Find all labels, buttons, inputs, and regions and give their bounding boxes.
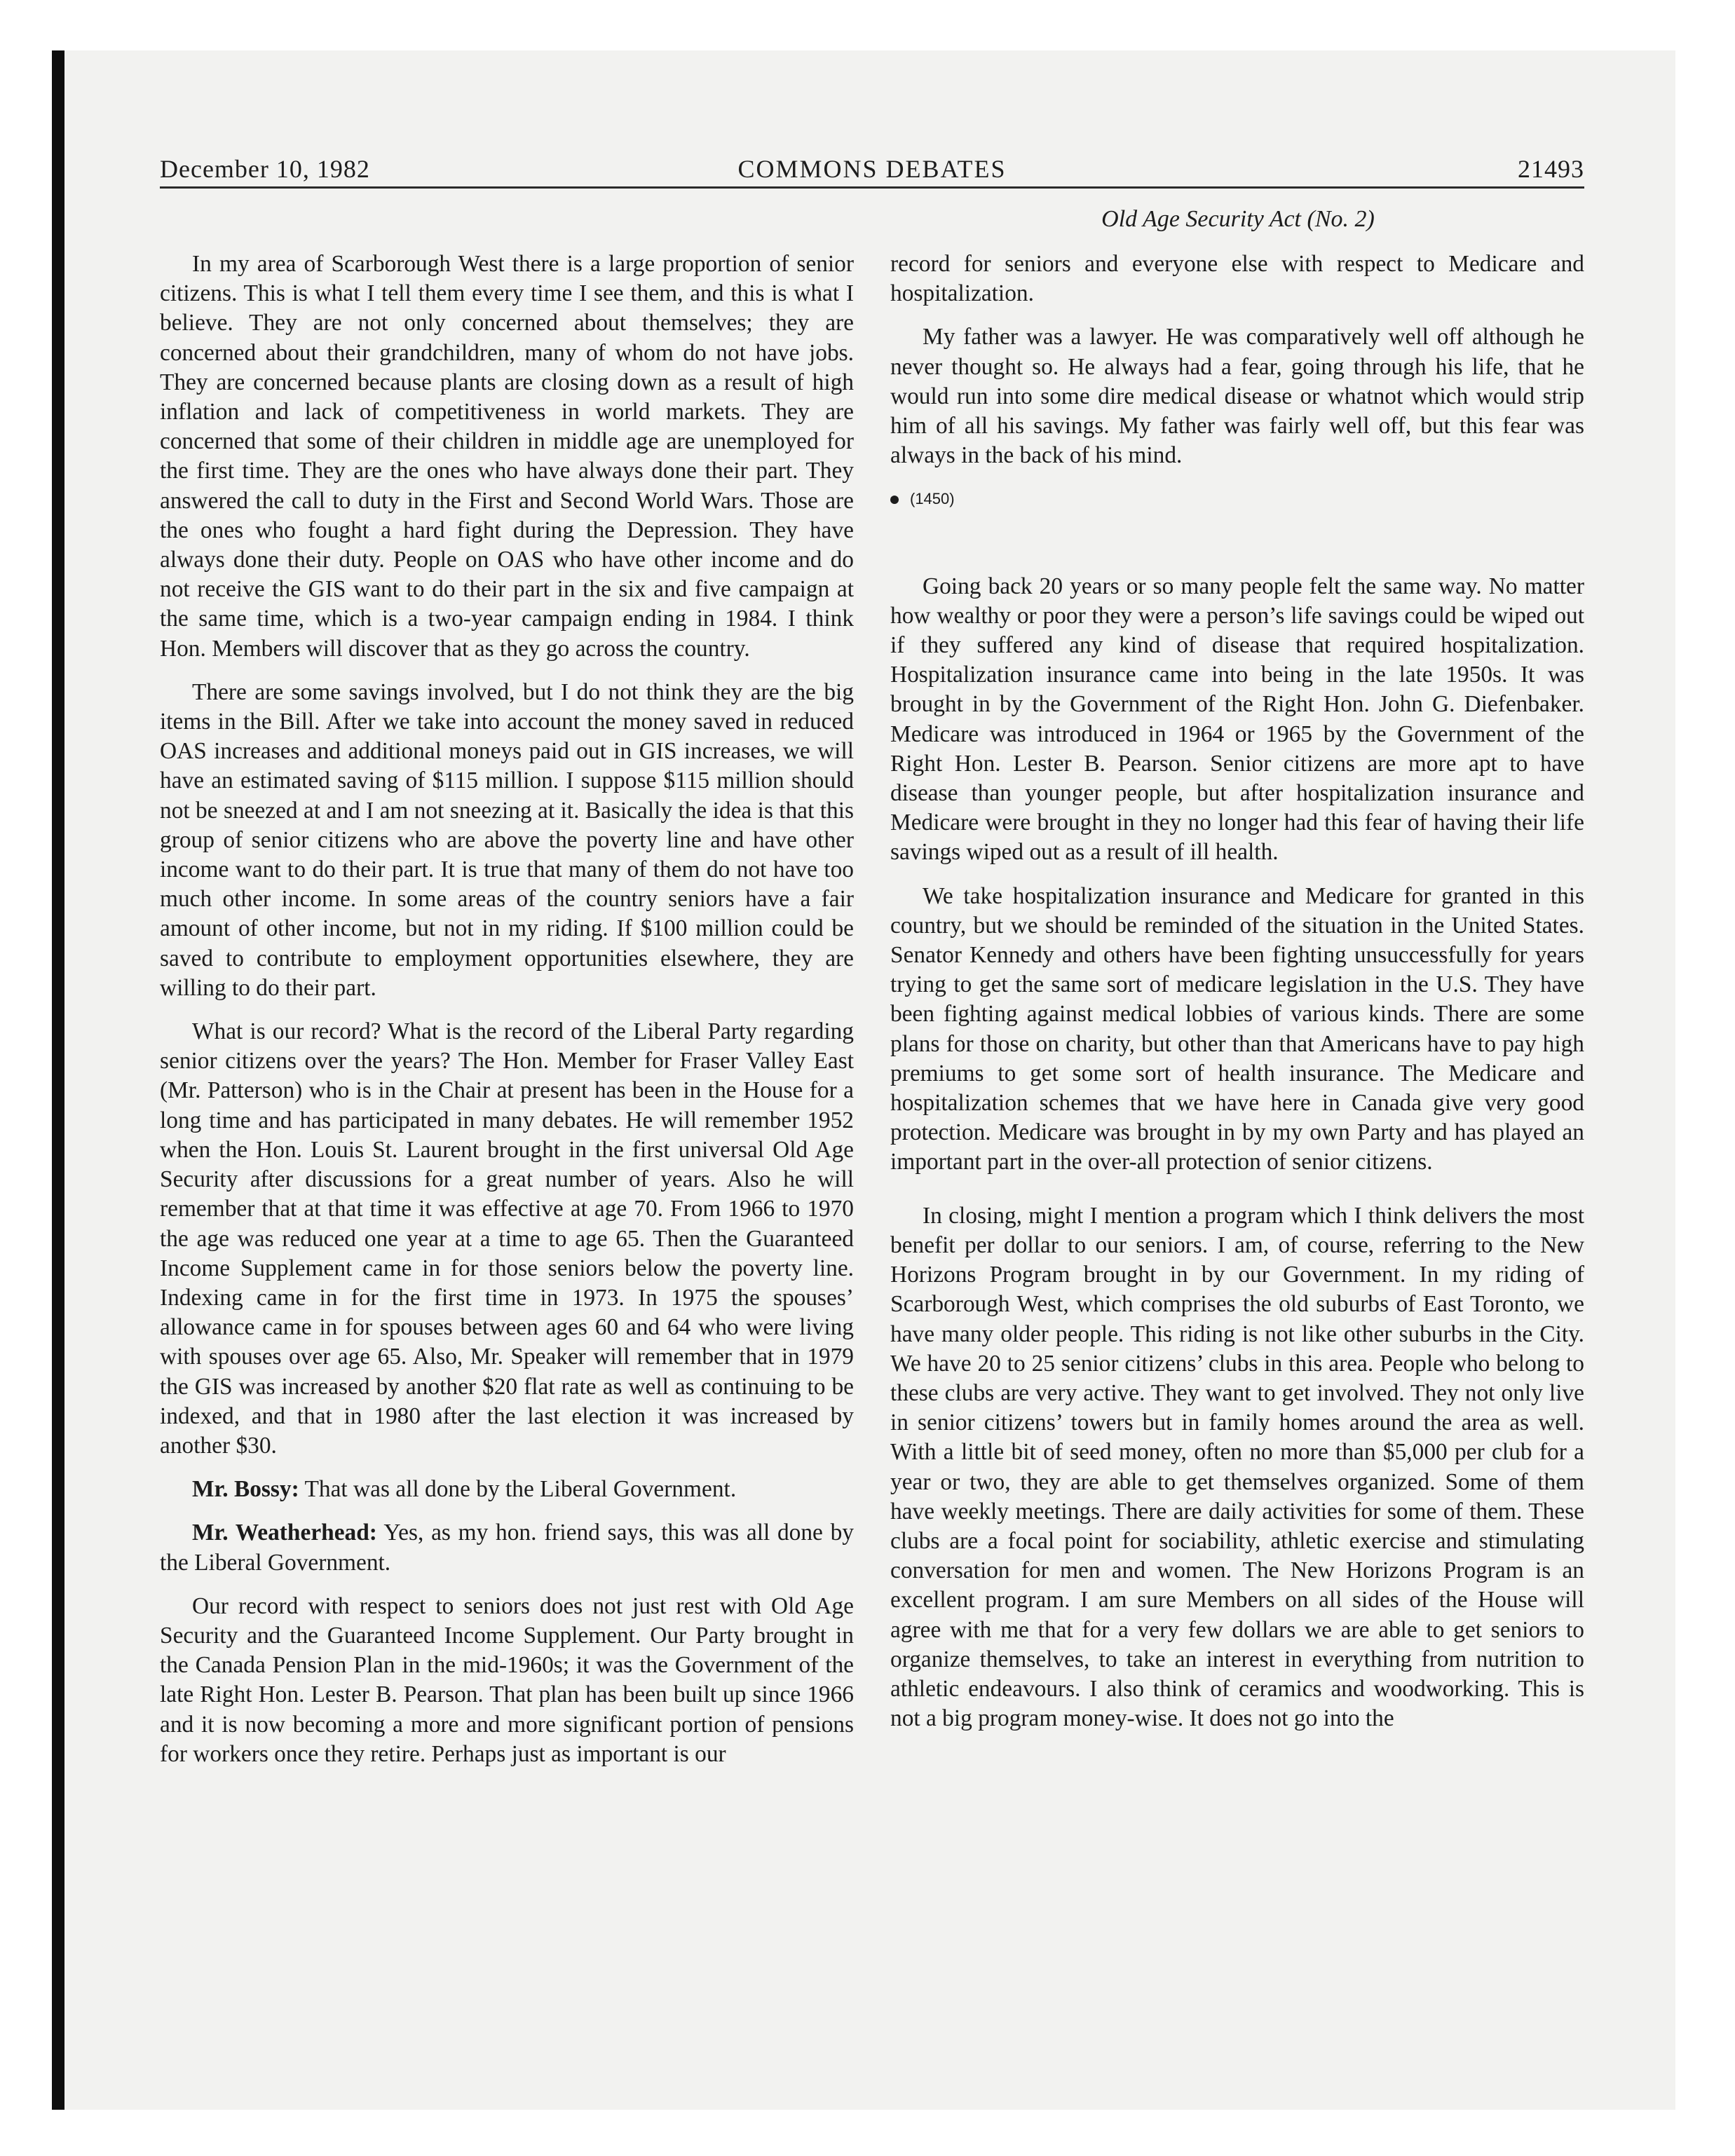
paragraph: We take hospitalization insurance and Medicare for granted in this country, but we should be reminded of the situation in the United States. Senator Kennedy and others have been fighting unsuccessfully for years trying to get the same sort of medicare legislation in the U.S. They have been fighting against medical lobbies of various kinds. There are some plans for those on charity, but other than that Americans have to pay high premiums to get some sort of health insurance. The Medicare and hospitalization schemes that we have here in Canada give very good protection. Medicare was brought in by my own Party and has played an important part in the over-all protection of senior citizens.: [890, 882, 1584, 1175]
speech-text: Yes, as my hon. friend says, this was all done by the Liberal Government.: [160, 1520, 855, 1576]
paragraph: In closing, might I mention a program which I think delivers the most benefit per dollar to our seniors. I am, of course, referring to the New Horizons Program brought in by our Government. In my riding of Scarborough West, which comprises the old suburbs of East Toronto, we have many older people. This riding is not like other suburbs in the City. We have 20 to 25 senior citizens’ clubs in this area. People who belong to these clubs are very active. They want to get involved. They not only live in senior citizens’ towers but in family homes around the area as well. With a little bit of seed money, often no more than $5,000 per club for a year or two, they are able to get themselves organized. Some of them have weekly meetings. There are daily activities for some of them. These clubs are a focal point for sociability, athletic exercise and stimulating conversation for men and women. The New Horizons Program is an excellent program. I am sure Members on all sides of the House will agree with me that for a very few dollars we are able to get seniors to organize themselves, to take an interest in everything from nutrition to athletic endeavours. I also think of ceramics and woodworking. This is not a big program money-wise. It does not go into the: [890, 1202, 1584, 1732]
header-date: December 10, 1982: [160, 155, 370, 183]
paragraph: What is our record? What is the record of the Liberal Party regarding senior citizens over the years? The Hon. Member for Fraser Valley East (Mr. Patterson) who is in the Chair at present has been in the House for a long time and has participated in many debates. He will remember 1952 when the Hon. Louis St. Laurent brought in the first universal Old Age Security after discussions for a great number of years. Also he will remember that at that time it was effective at age 70. From 1966 to 1970 the age was reduced one year at a time to age 65. Then the Guaranteed Income Supplement came in for those seniors below the poverty line. Indexing came in for the first time in 1973. In 1975 the spouses’ allowance came in for spouses between ages 60 and 64 who were living with spouses over age 65. Also, Mr. Speaker will remember that in 1979 the GIS was increased by another $20 flat rate as well as continuing to be indexed, and that in 1980 after the last election it was increased by another $30.: [160, 1018, 854, 1459]
speech-text: That was all done by the Liberal Government.: [299, 1476, 737, 1503]
speech-bossy: [160, 1475, 854, 1504]
left-column: [160, 250, 854, 1783]
scan-edge-bar: [52, 50, 64, 2110]
header-page-number: 21493: [1518, 155, 1584, 183]
paragraph: Our record with respect to seniors does not just rest with Old Age Security and the Guaranteed Income Supplement. Our Party brought in the Canada Pension Plan in the mid-1960s; it was the Government of the late Right Hon. Lester B. Pearson. That plan has been built up since 1966 and it is now becoming a more and more significant portion of pensions for workers once they retire. Perhaps just as important is our: [160, 1592, 854, 1767]
paragraph-continued: record for seniors and everyone else with respect to Medicare and hospitalization.: [890, 251, 1584, 307]
header-title: COMMONS DEBATES: [737, 155, 1007, 183]
paragraph: Going back 20 years or so many people felt the same way. No matter how wealthy or poor they were a person’s life savings could be wiped out if they suffered any kind of disease that required hospitalization. Hospitalization insurance came into being in the late 1950s. It was brought in by the Government of the Right Hon. John G. Diefenbaker. Medicare was introduced in 1964 or 1965 by the Government of the Right Hon. Lester B. Pearson. Senior citizens are more apt to have disease than younger people, but after hospitalization insurance and Medicare were brought in they no longer had this fear of having their life savings wiped out as a result of ill health.: [890, 573, 1584, 866]
page-header: [160, 154, 1584, 191]
paragraph: My father was a lawyer. He was comparatively well off although he never thought so. He always had a fear, going through his life, that he would run into some dire medical disease or whatnot which would strip him of all his savings. My father was fairly well off, but this fear was always in the back of his mind.: [890, 324, 1584, 469]
speaker-name: Mr. Bossy:: [192, 1476, 299, 1503]
paragraph: In my area of Scarborough West there is a large proportion of senior citizens. This is what I tell them every time I see them, and this is what I believe. They are not only concerned about themselves; they are concerned about their grandchildren, many of whom do not have jobs. They are concerned because plants are closing down as a result of high inflation and lack of competitiveness in world markets. They are concerned that some of their children in middle age are unemployed for the first time. They are the ones who have always done their part. They answered the call to duty in the First and Second World Wars. Those are the ones who fought a hard fight during the Depression. They have always done their duty. People on OAS who have other income and do not receive the GIS want to do their part in the six and five campaign at the same time, which is a two-year campaign ending in 1984. I think Hon. Members will discover that as they go across the country.: [160, 251, 854, 662]
speech-weatherhead: [160, 1518, 854, 1577]
right-column: [890, 250, 1584, 1747]
column-heading: Old Age Security Act (No. 2): [1101, 206, 1375, 232]
header-rule: [160, 186, 1584, 189]
paragraph: There are some savings involved, but I do not think they are the big items in the Bill. After we take into account the money saved in reduced OAS increases and additional moneys paid out in GIS increases, we will have an estimated saving of $115 million. I suppose $115 million should not be sneezed at and I am not sneezing at it. Basically the idea is that this group of senior citizens who are above the poverty line and have other income want to do their part. It is true that many of them do not have too much other income. In some areas of the country seniors have a fair amount of other income, but not in my riding. If $100 million could be saved to contribute to employment opportunities elsewhere, they are willing to do their part.: [160, 678, 854, 1001]
time-marker-label: (1450): [910, 490, 955, 508]
time-marker: [890, 484, 1584, 514]
speaker-name: Mr. Weatherhead:: [192, 1520, 377, 1546]
bullet-icon: [890, 496, 899, 504]
